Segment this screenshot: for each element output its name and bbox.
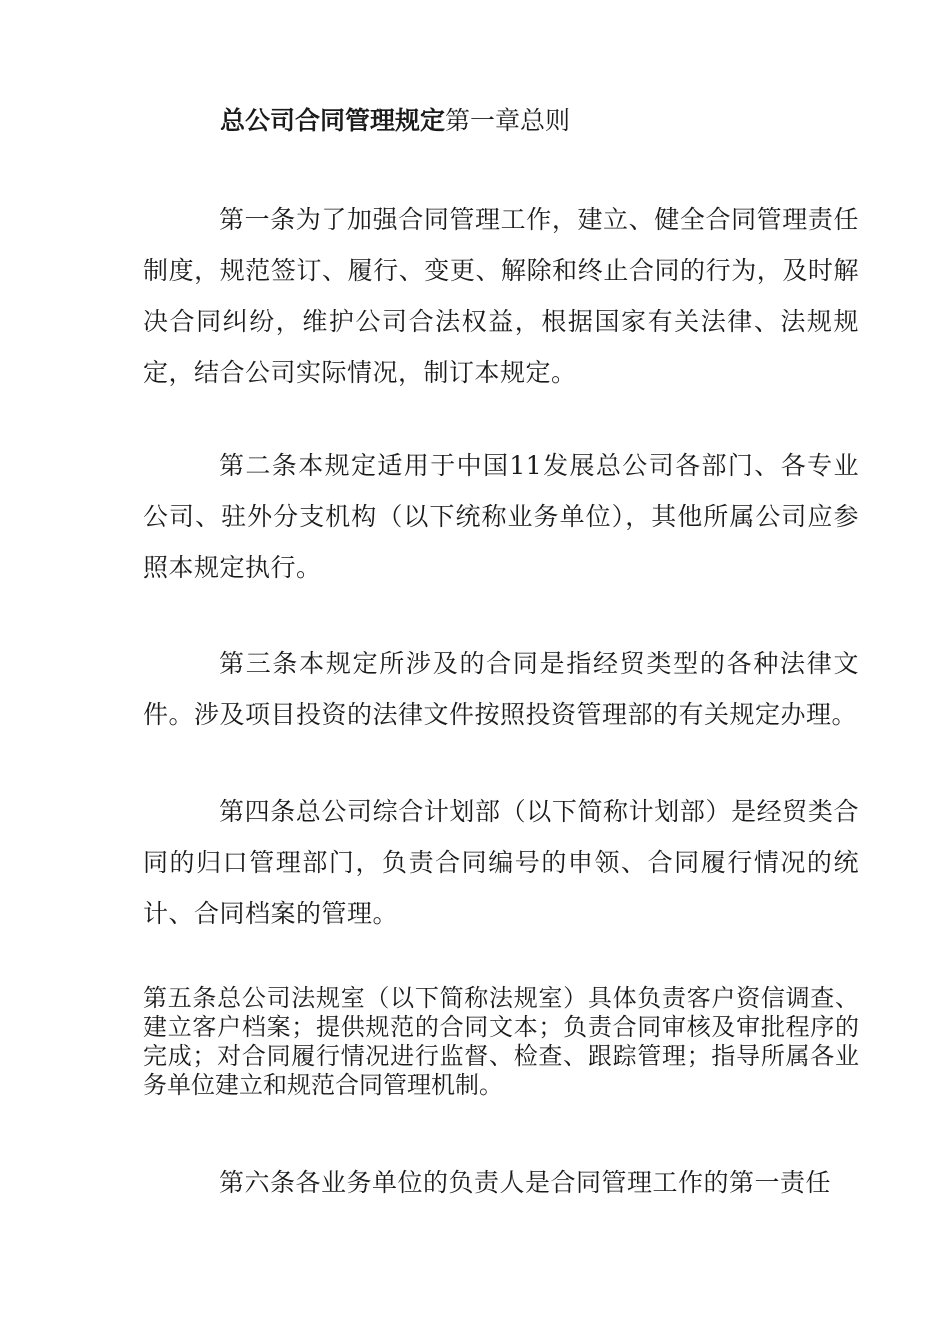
article-1: 第一条为了加强合同管理工作，建立、健全合同管理责任制度，规范签订、履行、变更、解除和终止合同的行为，及时解决合同纠纷，维护公司合法权益，根据国家有关法律、法规规定，结合公司实际情况，制订本规定。 [143,205,859,387]
article-2: 第二条本规定适用于中国11发展总公司各部门、各专业公司、驻外分支机构（以下统称业务单位），其他所属公司应参照本规定执行。 [143,451,859,582]
title-chapter: 第一章总则 [445,106,571,135]
title-main: 总公司合同管理规定 [220,106,446,135]
article-6: 第六条各业务单位的负责人是合同管理工作的第一责任 [219,1168,832,1197]
article-3: 第三条本规定所涉及的合同是指经贸类型的各种法律文件。涉及项目投资的法律文件按照投资管理部的有关规定办理。 [143,649,859,729]
article-4: 第四条总公司综合计划部（以下简称计划部）是经贸类合同的归口管理部门，负责合同编号的申领、合同履行情况的统计、合同档案的管理。 [143,797,859,928]
document-title [220,104,570,138]
article-5: 第五条总公司法规室（以下简称法规室）具体负责客户资信调查、建立客户档案；提供规范的合同文本；负责合同审核及审批程序的完成；对合同履行情况进行监督、检查、跟踪管理；指导所属各业务单位建立和规范合同管理机制。 [143,984,859,1099]
